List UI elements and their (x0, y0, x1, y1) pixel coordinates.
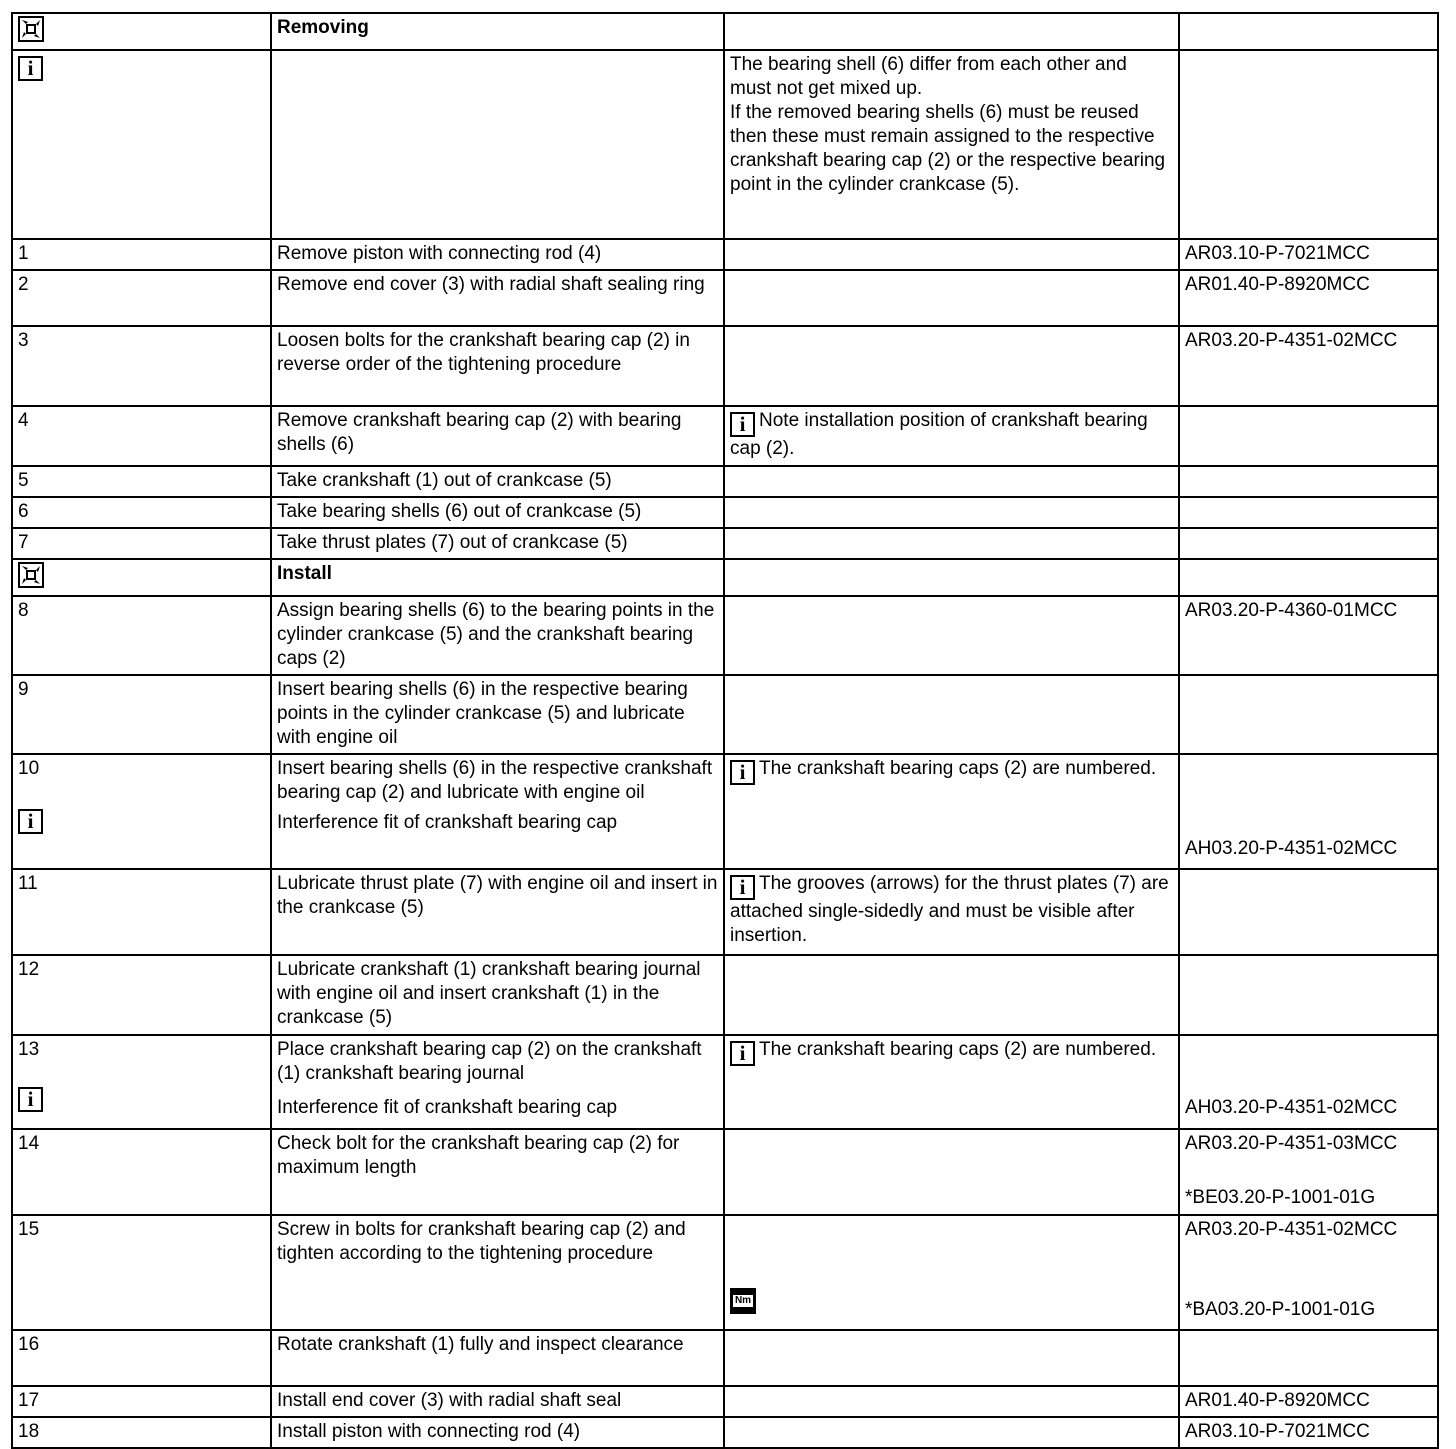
section-title: Removing (277, 17, 369, 38)
info-icon: i (18, 809, 43, 834)
section-row-install (12, 559, 1438, 596)
step-text: Take crankshaft (1) out of crankcase (5) (271, 466, 724, 497)
step-text: Insert bearing shells (6) in the respective crankshaft bearing cap (2) and lubricate with engine oil (277, 758, 713, 803)
special-tool-icon (18, 562, 44, 588)
step-number: 10 (18, 758, 40, 779)
step-number: 17 (12, 1386, 271, 1417)
step-text: Screw in bolts for crankshaft bearing cap (2) and tighten according to the tightening procedure (271, 1215, 724, 1330)
table-row (12, 1035, 1438, 1129)
table-row (12, 406, 1438, 466)
reference-link[interactable]: AR03.20-P-4351-03MCC (1185, 1133, 1398, 1154)
info-icon: i (730, 1041, 755, 1066)
reference-link[interactable]: AR03.20-P-4360-01MCC (1179, 596, 1438, 675)
step-text: Check bolt for the crankshaft bearing cap (2) for maximum length (271, 1129, 724, 1215)
info-icon: i (18, 56, 43, 81)
step-number: 8 (12, 596, 271, 675)
info-icon: i (730, 412, 755, 437)
table-row (12, 1386, 1438, 1417)
reference-link[interactable]: AR01.40-P-8920MCC (1179, 1386, 1438, 1417)
step-number: 16 (12, 1330, 271, 1386)
step-number: 7 (12, 528, 271, 559)
section-title: Install (277, 563, 332, 584)
note-text: The crankshaft bearing caps (2) are numbered. (759, 758, 1157, 779)
table-row (12, 466, 1438, 497)
table-row (12, 1330, 1438, 1386)
step-text: Remove piston with connecting rod (4) (271, 239, 724, 270)
step-text: Place crankshaft bearing cap (2) on the crankshaft (1) crankshaft bearing journal (277, 1039, 702, 1084)
step-text: Take bearing shells (6) out of crankcase (5) (271, 497, 724, 528)
reference-link[interactable]: AH03.20-P-4351-02MCC (1185, 838, 1398, 859)
table-row (12, 955, 1438, 1035)
step-text: Rotate crankshaft (1) fully and inspect clearance (271, 1330, 724, 1386)
step-number: 1 (12, 239, 271, 270)
step-text: Remove crankshaft bearing cap (2) with bearing shells (6) (271, 406, 724, 466)
step-number: 18 (12, 1417, 271, 1448)
step-number: 13 (18, 1039, 40, 1060)
section-row-removing (12, 13, 1438, 50)
sub-step-text: Interference fit of crankshaft bearing cap (277, 812, 618, 833)
reference-link[interactable]: AR03.20-P-4351-02MCC (1185, 1219, 1398, 1240)
step-text: Lubricate thrust plate (7) with engine oil and insert in the crankcase (5) (271, 869, 724, 955)
info-icon: i (18, 1087, 43, 1112)
table-row (12, 528, 1438, 559)
step-text: Install end cover (3) with radial shaft seal (271, 1386, 724, 1417)
step-number: 15 (12, 1215, 271, 1330)
reference-link[interactable]: AR03.20-P-4351-02MCC (1179, 326, 1438, 406)
table-row (12, 50, 1438, 239)
step-number: 3 (12, 326, 271, 406)
special-tool-icon (18, 16, 44, 42)
note-text: The grooves (arrows) for the thrust plates (7) are attached single-sidedly and must be visible after insertion. (730, 873, 1169, 946)
reference-link[interactable]: *BA03.20-P-1001-01G (1185, 1299, 1376, 1320)
table-row (12, 596, 1438, 675)
step-text: Insert bearing shells (6) in the respective bearing points in the cylinder crankcase (5) and lubricate with engine oil (271, 675, 724, 754)
table-row (12, 1215, 1438, 1330)
step-text: Lubricate crankshaft (1) crankshaft bearing journal with engine oil and insert crankshaft (1) in the crankcase (5) (271, 955, 724, 1035)
table-row (12, 1417, 1438, 1448)
step-number: 5 (12, 466, 271, 497)
step-text: Loosen bolts for the crankshaft bearing cap (2) in reverse order of the tightening procedure (271, 326, 724, 406)
table-row (12, 497, 1438, 528)
table-row (12, 869, 1438, 955)
step-number: 4 (12, 406, 271, 466)
note-text: The bearing shell (6) differ from each other and must not get mixed up. (730, 54, 1127, 99)
note-text: If the removed bearing shells (6) must be reused then these must remain assigned to the respective crankshaft bearing cap (2) or the respective bearing point in the cylinder crankcase (5). (730, 102, 1166, 195)
table-row (12, 326, 1438, 406)
step-text: Assign bearing shells (6) to the bearing points in the cylinder crankcase (5) and the crankshaft bearing caps (2) (271, 596, 724, 675)
table-row (12, 675, 1438, 754)
note-text: The crankshaft bearing caps (2) are numbered. (759, 1039, 1157, 1060)
reference-link[interactable]: *BE03.20-P-1001-01G (1185, 1187, 1376, 1208)
step-number: 2 (12, 270, 271, 326)
table-row (12, 270, 1438, 326)
step-number: 9 (12, 675, 271, 754)
step-number: 12 (12, 955, 271, 1035)
step-number: 11 (12, 869, 271, 955)
table-row (12, 1129, 1438, 1215)
table-row (12, 754, 1438, 869)
note-text: Note installation position of crankshaft bearing cap (2). (730, 410, 1148, 459)
info-icon: i (730, 875, 755, 900)
sub-step-text: Interference fit of crankshaft bearing cap (277, 1097, 618, 1118)
reference-link[interactable]: AR03.10-P-7021MCC (1179, 1417, 1438, 1448)
reference-link[interactable]: AR01.40-P-8920MCC (1179, 270, 1438, 326)
reference-link[interactable]: AH03.20-P-4351-02MCC (1185, 1097, 1398, 1118)
reference-link[interactable]: AR03.10-P-7021MCC (1179, 239, 1438, 270)
procedure-table (11, 12, 1439, 1449)
step-text: Remove end cover (3) with radial shaft sealing ring (271, 270, 724, 326)
step-text: Take thrust plates (7) out of crankcase (5) (271, 528, 724, 559)
table-row (12, 239, 1438, 270)
step-number: 14 (12, 1129, 271, 1215)
step-number: 6 (12, 497, 271, 528)
info-icon: i (730, 760, 755, 785)
torque-nm-icon: Nm (730, 1288, 756, 1314)
step-text: Install piston with connecting rod (4) (271, 1417, 724, 1448)
